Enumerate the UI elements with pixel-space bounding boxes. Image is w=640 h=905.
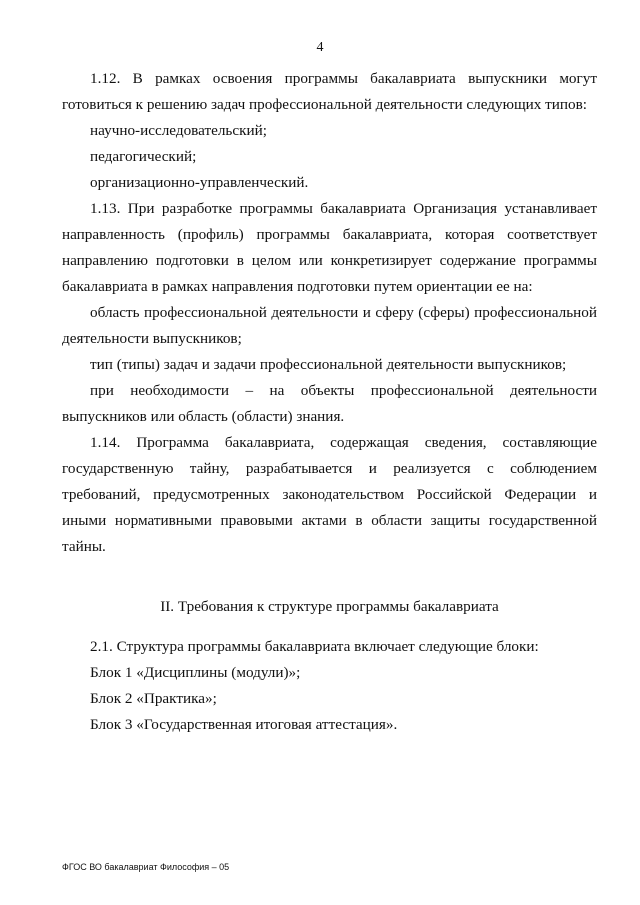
list-item-block-2: Блок 2 «Практика»;: [90, 690, 217, 707]
paragraph-1-13: 1.13. При разработке программы бакалавриата Организация устанавливает направленность (профиль) программы бакалавриата, которая соответствует направлению подготовки в целом или конкретизирует содержание программы бакалавриата в рамках направления подготовки путем ориентации ее на:: [62, 200, 597, 295]
list-item-task-types: тип (типы) задач и задачи профессиональной деятельности выпускников;: [90, 356, 567, 373]
section-2-heading: II. Требования к структуре программы бакалавриата: [160, 598, 499, 615]
list-item-block-1: Блок 1 «Дисциплины (модули)»;: [90, 664, 301, 681]
paragraph-1-12: 1.12. В рамках освоения программы бакалавриата выпускники могут готовиться к решению задач профессиональной деятельности следующих типов:: [62, 70, 597, 113]
list-item-block-3: Блок 3 «Государственная итоговая аттестация».: [90, 716, 398, 733]
list-item-pedagogical: педагогический;: [90, 148, 197, 165]
footer-document-id: ФГОС ВО бакалавриат Философия – 05: [62, 862, 230, 872]
list-item-research: научно-исследовательский;: [90, 122, 267, 139]
list-item-management: организационно-управленческий.: [90, 174, 309, 191]
list-item-objects: при необходимости – на объекты профессиональной деятельности выпускников или область (области) знания.: [62, 382, 597, 425]
paragraph-1-14: 1.14. Программа бакалавриата, содержащая сведения, составляющие государственную тайну, разрабатывается и реализуется с соблюдением требований, предусмотренных законодательством Российской Федерации и иными нормативными правовыми актами в области защиты государственной тайны.: [62, 434, 597, 555]
document-body: [62, 66, 597, 738]
paragraph-2-1: 2.1. Структура программы бакалавриата включает следующие блоки:: [90, 638, 539, 655]
list-item-professional-area: область профессиональной деятельности и сферу (сферы) профессиональной деятельности выпускников;: [62, 304, 597, 347]
page-number: 4: [316, 40, 324, 55]
